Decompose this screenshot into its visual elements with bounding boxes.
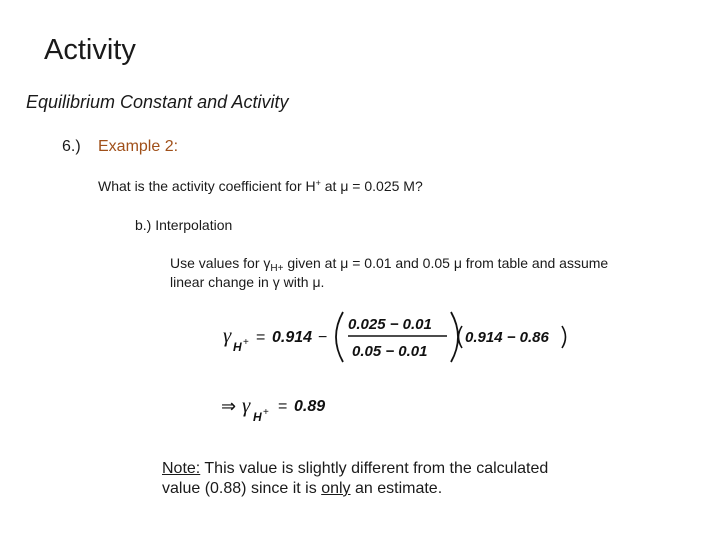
minus-sign: − xyxy=(318,329,328,346)
question-text xyxy=(98,178,423,194)
text-span: . xyxy=(320,274,325,290)
note-line-2 xyxy=(162,480,442,498)
mu-symbol: μ xyxy=(340,178,349,194)
left-paren xyxy=(459,326,463,348)
text-span: = 0.01 and 0.05 xyxy=(348,255,454,271)
fraction-denominator: 0.05 − 0.01 xyxy=(352,343,428,360)
slide-title: Activity xyxy=(44,34,136,66)
part-b-heading: b.) Interpolation xyxy=(135,217,233,233)
plus-superscript: + xyxy=(263,407,269,418)
note-text: an estimate. xyxy=(350,480,443,497)
note-text: This value is slightly different from the calculated xyxy=(200,460,549,477)
example-number: 6.) xyxy=(62,138,81,155)
equals-sign: = xyxy=(278,398,288,415)
h-plus-charge: + xyxy=(315,178,321,188)
mu-symbol: μ xyxy=(453,255,462,271)
question-suffix: = 0.025 M? xyxy=(348,178,423,194)
interpolation-equation xyxy=(215,308,585,366)
gamma-symbol: γ xyxy=(263,255,271,271)
example-label: Example 2: xyxy=(98,138,179,155)
h-plus-subscript: H+ xyxy=(270,263,284,274)
paren-content: 0.914 − 0.86 xyxy=(465,329,549,346)
mu-symbol: μ xyxy=(312,274,321,290)
interpolation-instruction-line1 xyxy=(170,255,608,274)
text-span: given at xyxy=(283,255,341,271)
text-span: Use values for xyxy=(170,255,264,271)
question-prefix: What is the activity coefficient for H xyxy=(98,178,316,194)
gamma-symbol: γ xyxy=(242,393,251,417)
interpolation-instruction-line2 xyxy=(170,274,324,290)
note-label: Note: xyxy=(162,460,201,477)
h-subscript: H xyxy=(253,410,262,424)
text-span: with xyxy=(279,274,313,290)
text-span: from table and assume xyxy=(461,255,609,271)
note-line-1 xyxy=(162,458,548,480)
result-value: 0.89 xyxy=(294,398,326,415)
text-span: linear change in xyxy=(170,274,273,290)
slide-subtitle: Equilibrium Constant and Activity xyxy=(26,92,289,112)
equals-sign: = xyxy=(256,329,266,346)
note-emphasis: only xyxy=(321,480,351,497)
plus-superscript: + xyxy=(243,337,249,348)
fraction-numerator: 0.025 − 0.01 xyxy=(348,316,432,333)
right-paren-large xyxy=(451,312,458,362)
gamma-symbol: γ xyxy=(223,323,232,347)
question-mid: at xyxy=(320,178,341,194)
implies-arrow: ⇒ xyxy=(221,396,237,417)
h-subscript: H xyxy=(233,340,242,354)
right-paren xyxy=(562,326,566,348)
gamma-symbol: γ xyxy=(272,274,280,290)
left-paren-large xyxy=(336,312,343,362)
result-equation xyxy=(215,388,375,424)
first-term: 0.914 xyxy=(272,329,313,346)
mu-symbol: μ xyxy=(340,255,349,271)
note-text: value (0.88) since it is xyxy=(162,480,322,497)
